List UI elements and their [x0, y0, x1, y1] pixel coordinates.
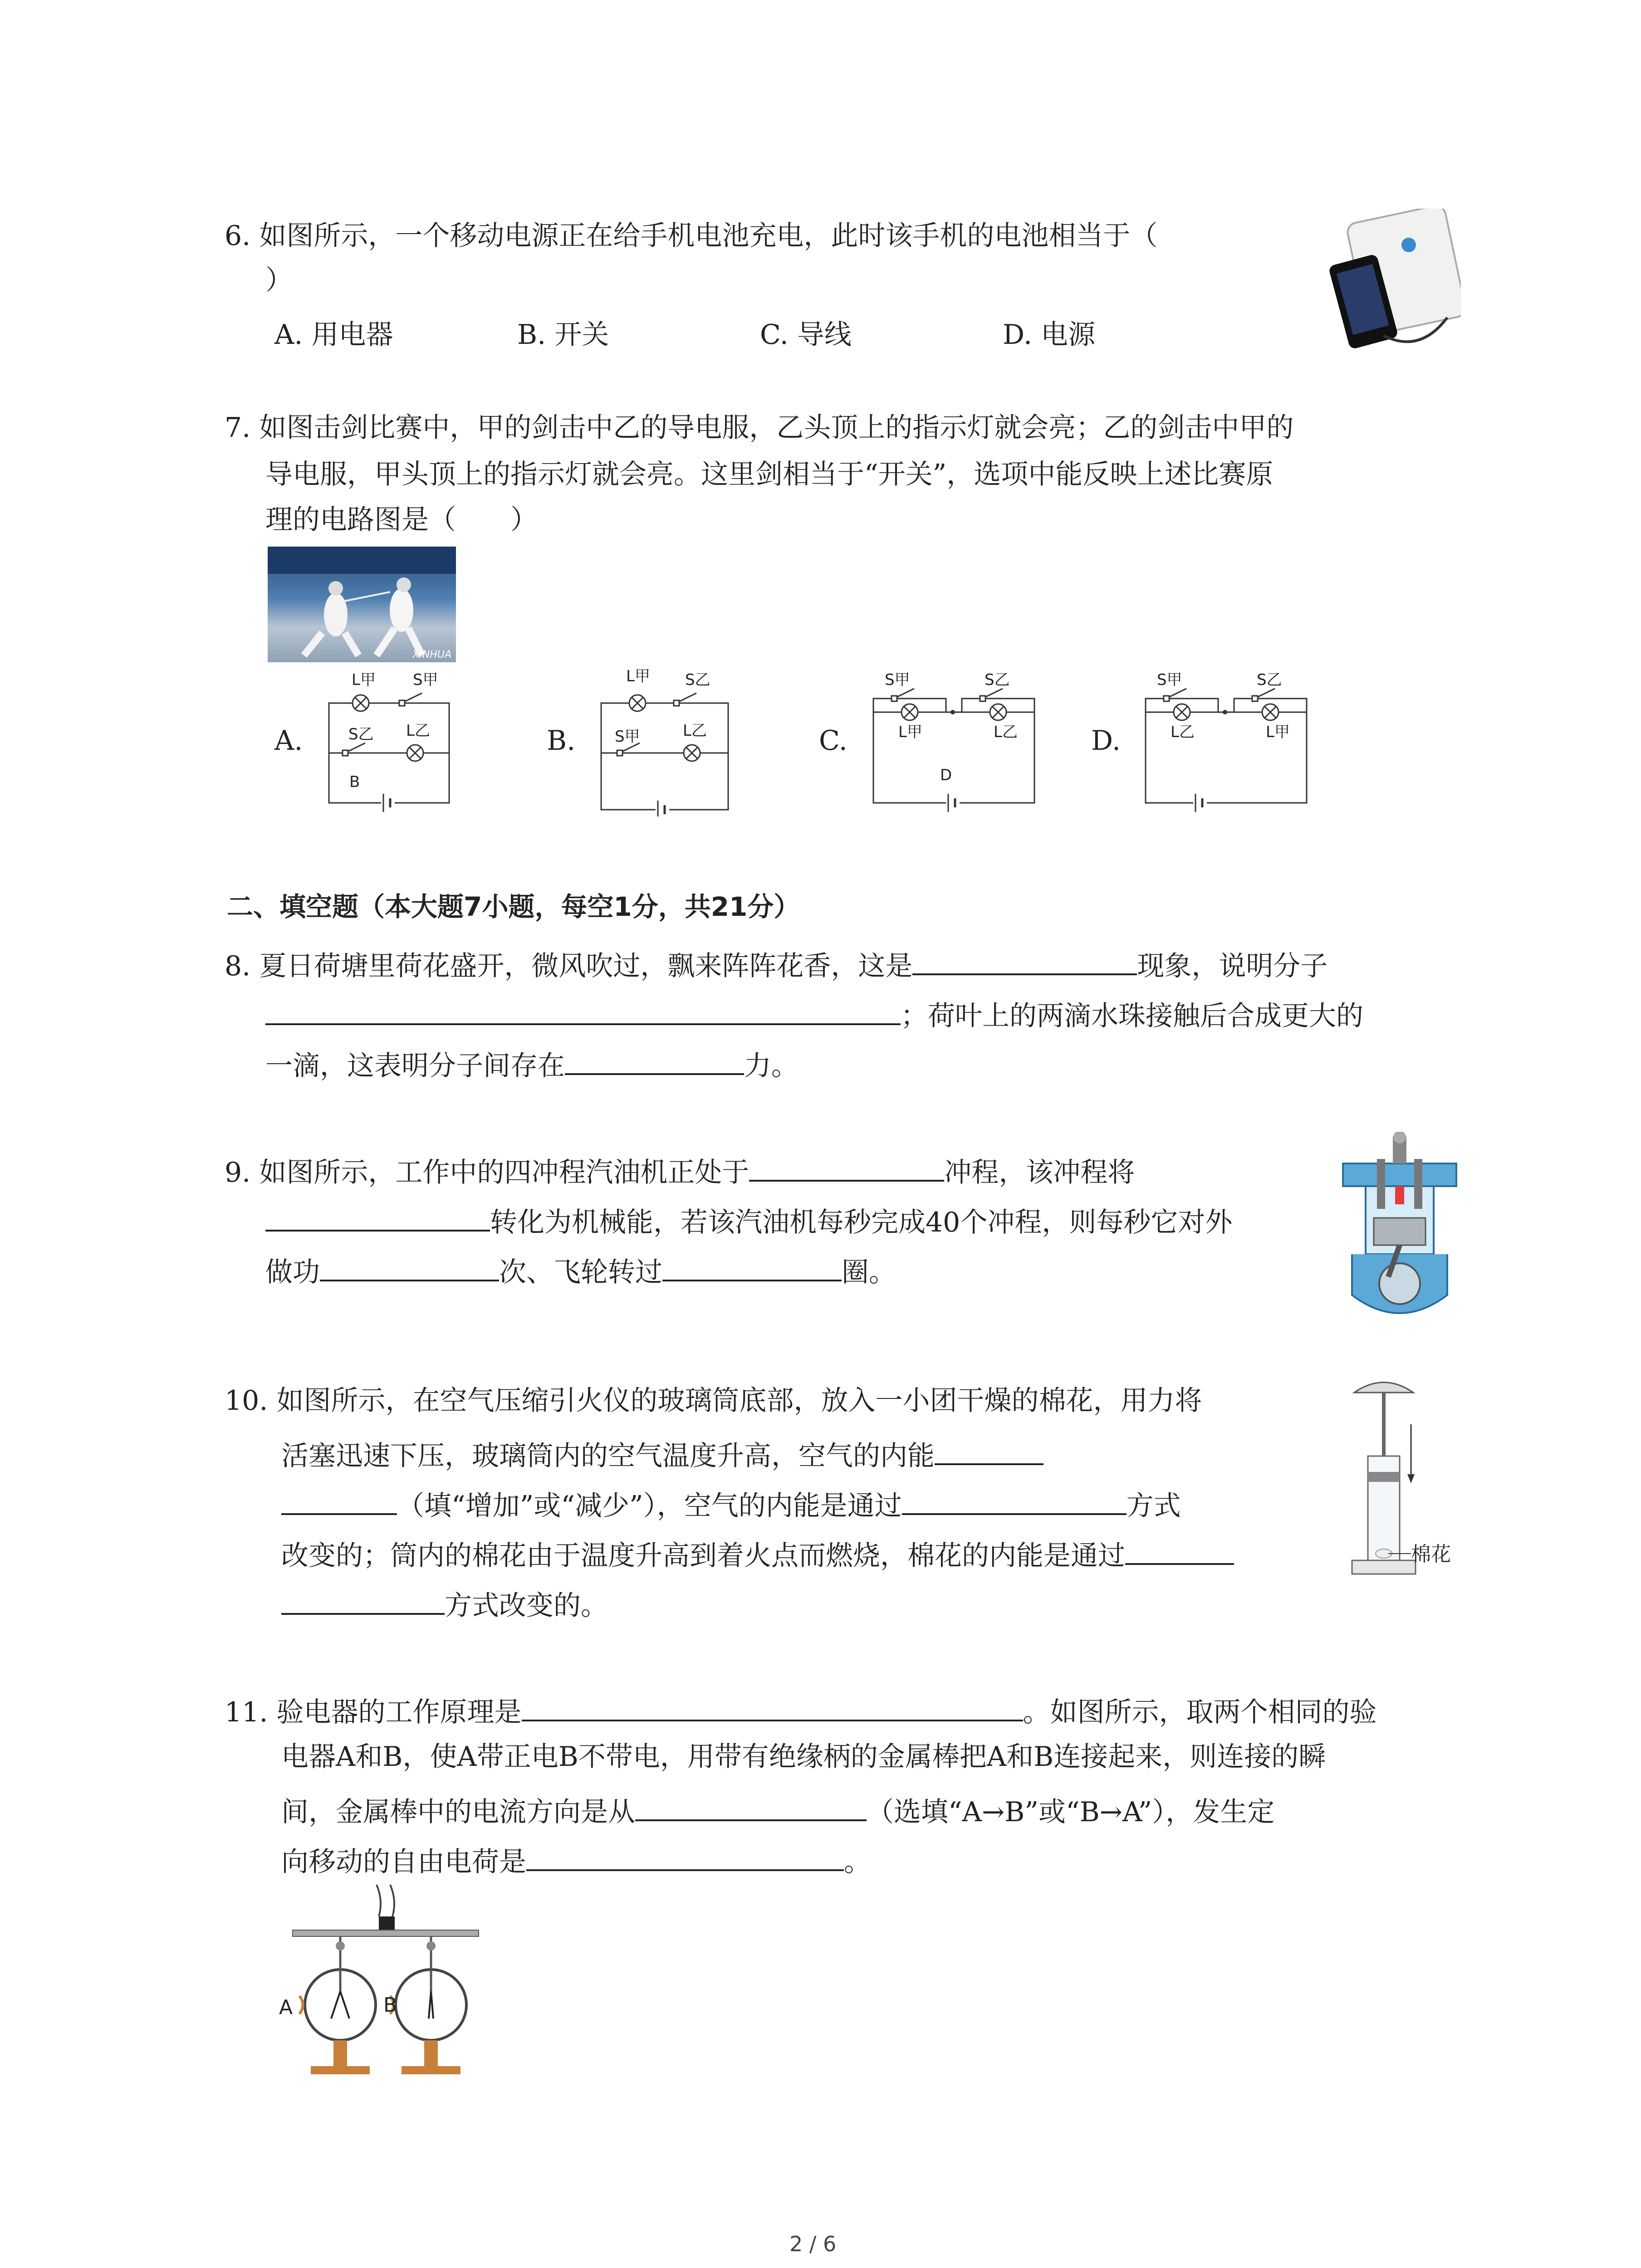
- fencers-figures: [268, 547, 456, 662]
- q9-text-2b: 转化为机械能，若该汽油机每秒完成40个冲程，则每秒它对外: [490, 1207, 1233, 1238]
- q8-blank-2[interactable]: [265, 993, 901, 1025]
- q8-text-1a: 8. 夏日荷塘里荷花盛开，微风吹过，飘来阵阵花香，这是: [225, 950, 913, 982]
- cotton-label: 棉花: [1411, 1543, 1451, 1566]
- lamp-icon: [1262, 704, 1279, 720]
- q9-blank-2[interactable]: [265, 1200, 490, 1232]
- q9-text-3c: 圈。: [842, 1256, 896, 1288]
- q11-text-3a: 间，金属棒中的电流方向是从: [281, 1796, 635, 1828]
- q10-line5: [281, 1583, 608, 1623]
- q8-text-3a: 一滴，这表明分子间存在: [265, 1050, 565, 1082]
- q11-text-1b: 。如图所示，取两个相同的验: [1023, 1696, 1377, 1728]
- q9-text-1a: 9. 如图所示，工作中的四冲程汽油机正处于: [225, 1157, 749, 1188]
- q10-line2: [281, 1433, 1043, 1473]
- q10-blank-1-continued[interactable]: [281, 1483, 397, 1515]
- lamp-icon: [353, 695, 369, 711]
- circuit-a-s-jia: S甲: [413, 671, 438, 689]
- battery-icon: [381, 794, 395, 812]
- lamp-icon: [901, 704, 918, 720]
- q6-option-d: D. 电源: [1003, 319, 1096, 351]
- lamp-icon: [407, 745, 423, 761]
- q11-line4: [281, 1839, 871, 1879]
- q10-blank-3[interactable]: [1125, 1533, 1234, 1565]
- circuit-a-b: B: [349, 773, 360, 791]
- q11-line3: [281, 1789, 1274, 1829]
- circuit-d-s-jia: S甲: [1157, 671, 1182, 689]
- circuit-b-l-yi: L乙: [683, 722, 707, 740]
- q10-blank-2[interactable]: [902, 1483, 1127, 1515]
- circuit-diagram-d: [1134, 667, 1316, 816]
- gasoline-engine-image: [1338, 1132, 1461, 1327]
- q9-blank-3[interactable]: [320, 1250, 499, 1281]
- page-number: 2 / 6: [789, 2232, 837, 2256]
- q11-blank-1[interactable]: [522, 1690, 1023, 1721]
- circuit-c-s-jia: S甲: [885, 671, 910, 689]
- circuit-diagram-c: [862, 667, 1043, 816]
- circuit-diagram-a: [318, 667, 458, 816]
- circuit-diagram-b: [590, 662, 735, 816]
- q11-blank-3[interactable]: [526, 1839, 844, 1871]
- battery-icon: [946, 794, 960, 812]
- q6-line1: 6. 如图所示，一个移动电源正在给手机电池充电，此时该手机的电池相当于（: [225, 220, 1158, 252]
- section-title: 二、填空题（本大题7小题，每空1分，共21分）: [227, 891, 800, 922]
- q7-option-b: B.: [547, 725, 576, 757]
- q8-line1: [225, 943, 1327, 983]
- q9-text-1b: 冲程，该冲程将: [944, 1157, 1135, 1188]
- circuit-a-l-yi: L乙: [406, 722, 430, 740]
- q11-text-3b: （选填“A→B”或“B→A”），发生定: [867, 1796, 1275, 1828]
- lamp-icon: [629, 695, 646, 711]
- q11-text-4b: 。: [844, 1846, 871, 1878]
- circuit-d-l-jia: L甲: [1266, 723, 1290, 741]
- q9-blank-4[interactable]: [662, 1250, 842, 1281]
- q8-text-3b: 力。: [744, 1050, 798, 1082]
- q7-option-d: D.: [1091, 725, 1121, 757]
- lamp-icon: [990, 704, 1006, 720]
- circuit-c-s-yi: S乙: [985, 671, 1010, 689]
- q11-blank-2[interactable]: [635, 1789, 867, 1821]
- electroscope-a-label: A: [279, 1996, 293, 2019]
- q10-line3: [281, 1483, 1181, 1523]
- q10-blank-3-continued[interactable]: [281, 1583, 445, 1615]
- circuit-c-l-jia: L甲: [898, 723, 922, 741]
- q9-text-3b: 次、飞轮转过: [499, 1256, 662, 1288]
- q10-text-3b: （填“增加”或“减少”），空气的内能是通过: [397, 1490, 902, 1522]
- q9-blank-1[interactable]: [749, 1150, 944, 1182]
- q6-option-c: C. 导线: [760, 319, 852, 351]
- circuit-d-l-yi: L乙: [1171, 723, 1195, 741]
- q9-line2: [265, 1200, 1232, 1240]
- q8-line3: [265, 1043, 798, 1083]
- q7-line2: 导电服，甲头顶上的指示灯就会亮。这里剑相当于“开关”，选项中能反映上述比赛原: [265, 459, 1274, 490]
- q9-line3: [265, 1250, 896, 1290]
- q6-option-a: A. 用电器: [274, 319, 393, 351]
- fencing-photo: [268, 547, 456, 662]
- q10-line1: 10. 如图所示，在空气压缩引火仪的玻璃筒底部，放入一小团干燥的棉花，用力将: [225, 1385, 1202, 1417]
- lamp-icon: [1174, 704, 1190, 720]
- q10-text-2a: 活塞迅速下压，玻璃筒内的空气温度升高，空气的内能: [281, 1440, 935, 1472]
- q10-text-3c: 方式: [1126, 1490, 1181, 1522]
- q11-line1: [225, 1690, 1377, 1730]
- circuit-c-l-yi: L乙: [994, 723, 1018, 741]
- circuit-c-d: D: [940, 766, 952, 784]
- q11-text-1a: 11. 验电器的工作原理是: [225, 1696, 522, 1728]
- battery-icon: [1193, 794, 1207, 812]
- q10-text-5b: 方式改变的。: [445, 1590, 608, 1622]
- circuit-b-s-yi: S乙: [685, 671, 710, 689]
- circuit-b-s-jia: S甲: [615, 728, 640, 746]
- q6-option-b: B. 开关: [517, 319, 609, 351]
- q7-option-c: C.: [819, 725, 847, 757]
- q8-blank-3[interactable]: [565, 1043, 744, 1075]
- q10-text-4a: 改变的；筒内的棉花由于温度升高到着火点而燃烧，棉花的内能是通过: [281, 1540, 1125, 1572]
- battery-icon: [656, 801, 669, 816]
- circuit-a-l-jia: L甲: [352, 671, 376, 689]
- q10-blank-1[interactable]: [935, 1433, 1043, 1465]
- power-bank-phone-image: [1329, 209, 1461, 358]
- circuit-b-l-jia: L甲: [626, 667, 650, 685]
- q8-blank-1[interactable]: [912, 943, 1137, 975]
- lamp-icon: [684, 745, 700, 761]
- q7-option-a: A.: [274, 725, 303, 757]
- circuit-a-s-yi: S乙: [348, 725, 374, 743]
- q6-line2: ）: [265, 264, 293, 296]
- q9-line1: [225, 1150, 1135, 1190]
- q9-text-3a: 做功: [265, 1256, 320, 1288]
- q8-text-1b: 现象，说明分子: [1137, 950, 1328, 982]
- q11-line2: 电器A和B，使A带正电B不带电，用带有绝缘柄的金属棒把A和B连接起来，则连接的瞬: [281, 1741, 1326, 1773]
- photo-watermark: XINHUA: [412, 649, 451, 660]
- electroscopes-image: [281, 1882, 490, 2091]
- q7-line1: 7. 如图击剑比赛中，甲的剑击中乙的导电服，乙头顶上的指示灯就会亮；乙的剑击中甲的: [225, 412, 1294, 444]
- q10-line4: [281, 1533, 1234, 1573]
- q11-text-4a: 向移动的自由电荷是: [281, 1846, 526, 1878]
- electroscope-b-label: B: [383, 1994, 397, 2017]
- circuit-d-s-yi: S乙: [1257, 671, 1282, 689]
- q8-line2: [265, 993, 1363, 1033]
- q8-text-2b: ；荷叶上的两滴水珠接触后合成更大的: [901, 1000, 1363, 1032]
- q7-line3: 理的电路图是（ ）: [265, 504, 538, 536]
